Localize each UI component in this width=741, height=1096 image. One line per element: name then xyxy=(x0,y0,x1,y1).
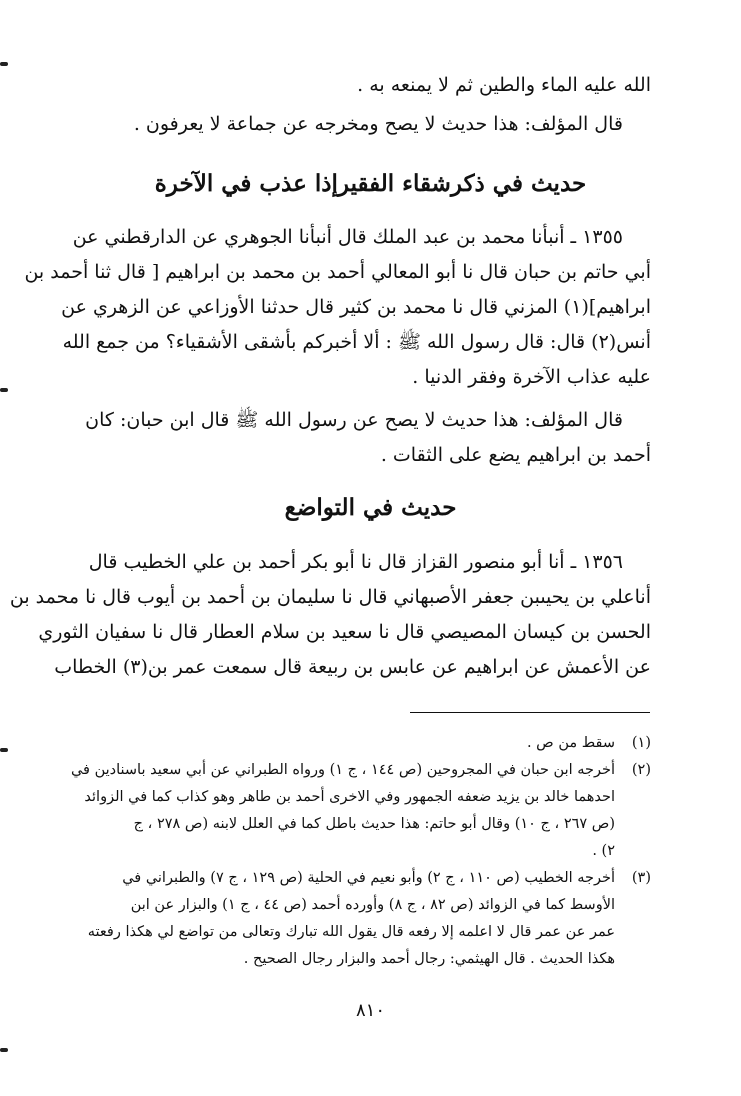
section-heading-1: حديث في ذكرشقاء الفقيرإذا عذب في الآخرة xyxy=(154,170,587,197)
top-line-2: قال المؤلف: هذا حديث لا يصح ومخرجه عن جماعة لا يعرفون . xyxy=(133,113,623,135)
comment-line: أحمد بن ابراهيم يضع على الثقات . xyxy=(380,444,651,466)
comment-line: قال المؤلف: هذا حديث لا يصح عن رسول الله ﷺ قال ابن حبان: كان xyxy=(85,409,623,431)
hadith-line: أناعلي بن يحيىبن جعفر الأصبهاني قال نا سليمان بن أحمد بن أيوب قال نا محمد بن xyxy=(9,586,651,608)
section-heading-2: حديث في التواضع xyxy=(284,494,457,521)
scan-mark xyxy=(0,1048,8,1052)
footnote-text: عمر عن عمر قال لا اعلمه إلا رفعه قال يقول الله تبارك وتعالى من تواضع لي هكذا رفعته xyxy=(87,924,615,940)
hadith-1355 xyxy=(24,220,651,395)
author-comment-1 xyxy=(72,403,651,473)
footnote-text: (ص ٢٦٧ ، ج ١٠) وقال أبو حاتم: هذا حديث باطل كما في العلل لابنه (ص ٢٧٨ ، ج xyxy=(133,816,615,832)
hadith-line: الحسن بن كيسان المصيصي قال نا سعيد بن سلام العطار قال نا سفيان الثوري xyxy=(38,621,651,643)
scan-mark xyxy=(0,388,8,392)
top-line-1: الله عليه الماء والطين ثم لا يمنعه به . xyxy=(357,74,651,96)
footnote-label: (٣) xyxy=(631,870,651,886)
footnote-3 xyxy=(72,865,651,973)
footnote-text: أخرجه الخطيب (ص ١١٠ ، ج ٢) وأبو نعيم في الحلية (ص ١٢٩ ، ج ٧) والطبراني في xyxy=(122,870,615,886)
footnote-text: أخرجه ابن حبان في المجروحين (ص ١٤٤ ، ج ١) ورواه الطبراني عن أبي سعيد باسنادين في xyxy=(70,762,615,778)
hadith-line: أنس(٢) قال: قال رسول الله ﷺ : ألا أخبركم بأشقى الأشقياء؟ من جمع الله xyxy=(62,331,651,353)
hadith-line: أبي حاتم بن حبان قال نا أبو المعالي أحمد بن محمد بن ابراهيم [ قال ثنا أحمد بن xyxy=(24,261,651,283)
footnote-text: سقط من ص . xyxy=(526,735,615,751)
footnotes xyxy=(72,730,651,973)
footnote-text: ٢) . xyxy=(592,843,615,859)
footnote-text: احدهما خالد بن يزيد ضعفه الجمهور وفي الاخرى أحمد بن طاهر وهو كذاب كما في الزوائد xyxy=(84,789,615,805)
footnote-text: الأوسط كما في الزوائد (ص ٨٢ ، ج ٨) وأورده أحمد (ص ٤٤ ، ج ١) والبزار عن ابن xyxy=(130,897,615,913)
hadith-line: ١٣٥٥ ـ أنبأنا محمد بن عبد الملك قال أنبأنا الجوهري عن الدارقطني عن xyxy=(72,226,623,248)
top-text xyxy=(72,68,651,142)
footnote-2 xyxy=(72,757,651,865)
footnote-label: (٢) xyxy=(631,762,651,778)
hadith-line: ١٣٥٦ ـ أنا أبو منصور القزاز قال نا أبو بكر أحمد بن علي الخطيب قال xyxy=(88,551,623,573)
scan-mark xyxy=(0,748,8,752)
hadith-line: عليه عذاب الآخرة وفقر الدنيا . xyxy=(412,366,651,388)
footnote-text: هكذا الحديث . قال الهيثمي: رجال أحمد والبزار رجال الصحيح . xyxy=(243,951,615,967)
footnote-1 xyxy=(72,730,651,757)
hadith-line: ابراهيم](١) المزني قال نا محمد بن كثير قال حدثنا الأوزاعي عن الزهري عن xyxy=(61,296,651,318)
footnote-separator xyxy=(410,712,650,713)
hadith-1356 xyxy=(9,545,651,685)
scan-mark xyxy=(0,62,8,66)
hadith-line: عن الأعمش عن ابراهيم عن عابس بن ربيعة قال سمعت عمر بن(٣) الخطاب xyxy=(54,656,651,678)
footnote-label: (١) xyxy=(631,735,651,751)
page-number: ٨١٠ xyxy=(355,1000,385,1021)
